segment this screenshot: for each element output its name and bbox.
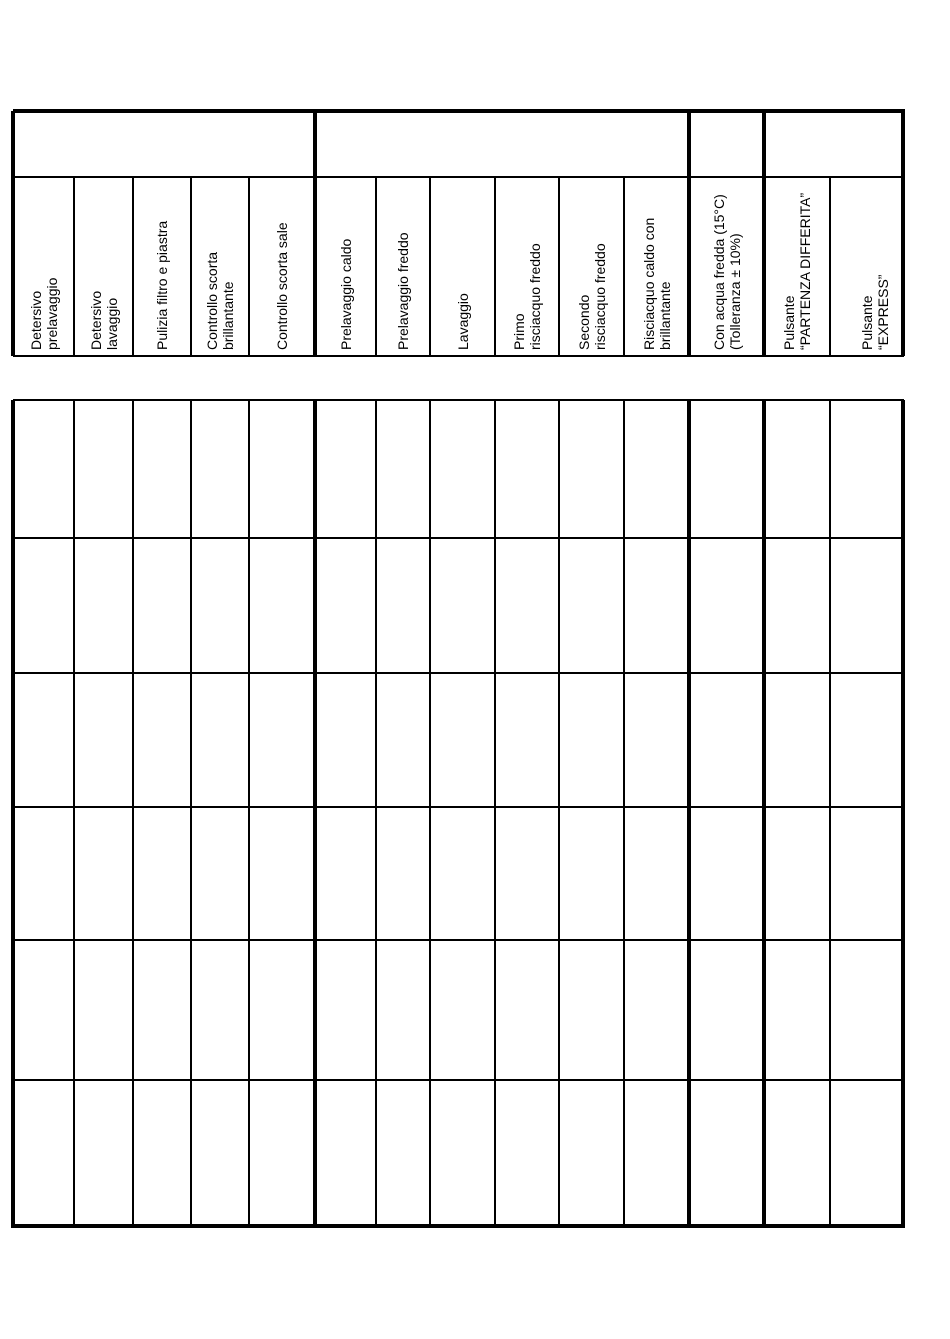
header-group-divider [687, 111, 691, 356]
column-header-label: Primo risciacquo freddo [511, 243, 543, 350]
body-group-divider [11, 400, 15, 1226]
header-column-divider [558, 177, 560, 356]
body-column-divider [623, 400, 625, 1226]
header-bottom-border [13, 355, 904, 357]
body-row-divider [11, 939, 905, 941]
column-header-label: Secondo risciacquo freddo [575, 243, 608, 350]
body-group-divider [762, 400, 766, 1226]
header-column-divider [132, 177, 134, 356]
header-top-border [13, 109, 905, 113]
body-group-divider [901, 400, 905, 1226]
header-column-divider [375, 177, 377, 356]
body-column-divider [73, 400, 75, 1226]
body-row-divider [11, 1079, 905, 1081]
body-group-divider [313, 400, 317, 1226]
column-header-label: Detersivo lavaggio [87, 290, 120, 350]
column-header-label: Prelavaggio freddo [395, 232, 411, 350]
body-column-divider [132, 400, 134, 1226]
body-column-divider [494, 400, 496, 1226]
header-group-divider [11, 111, 15, 356]
header-column-divider [190, 177, 192, 356]
header-group-divider [901, 111, 905, 356]
body-column-divider [429, 400, 431, 1226]
body-row-divider [11, 537, 905, 539]
column-header-label: Prelavaggio caldo [337, 238, 354, 350]
body-column-divider [248, 400, 250, 1226]
body-column-divider [375, 400, 377, 1226]
column-header-label: Pulsante “PARTENZA DIFFERITA” [781, 192, 813, 350]
header-group-bottom [13, 176, 903, 178]
header-column-divider [248, 177, 250, 356]
column-header-label: Controllo scorta brillantante [204, 251, 236, 350]
column-header-label: Controllo scorta sale [274, 222, 290, 350]
body-top-border [13, 399, 904, 401]
column-header-label: Pulsante “EXPRESS” [858, 274, 891, 350]
header-column-divider [494, 177, 496, 356]
column-header-label: Risciacquo caldo con brillantante [640, 217, 673, 350]
column-header-label: Lavaggio [454, 293, 471, 350]
column-header-label: Detersivo prelavaggio [27, 277, 60, 350]
header-column-divider [829, 177, 831, 356]
column-header-label: Con acqua fredda (15°C) (Tolleranza ± 10%) [710, 194, 743, 350]
header-column-divider [623, 177, 625, 356]
header-group-divider [762, 111, 766, 356]
body-column-divider [190, 400, 192, 1226]
header-column-divider [73, 177, 75, 356]
column-header-label: Pulizia filtro e piastra [154, 220, 170, 350]
body-bottom-border [11, 1224, 905, 1228]
body-group-divider [687, 400, 691, 1226]
header-column-divider [429, 177, 431, 356]
body-column-divider [829, 400, 831, 1226]
header-group-divider [313, 111, 317, 356]
body-column-divider [558, 400, 560, 1226]
body-row-divider [11, 806, 905, 808]
body-row-divider [11, 672, 905, 674]
